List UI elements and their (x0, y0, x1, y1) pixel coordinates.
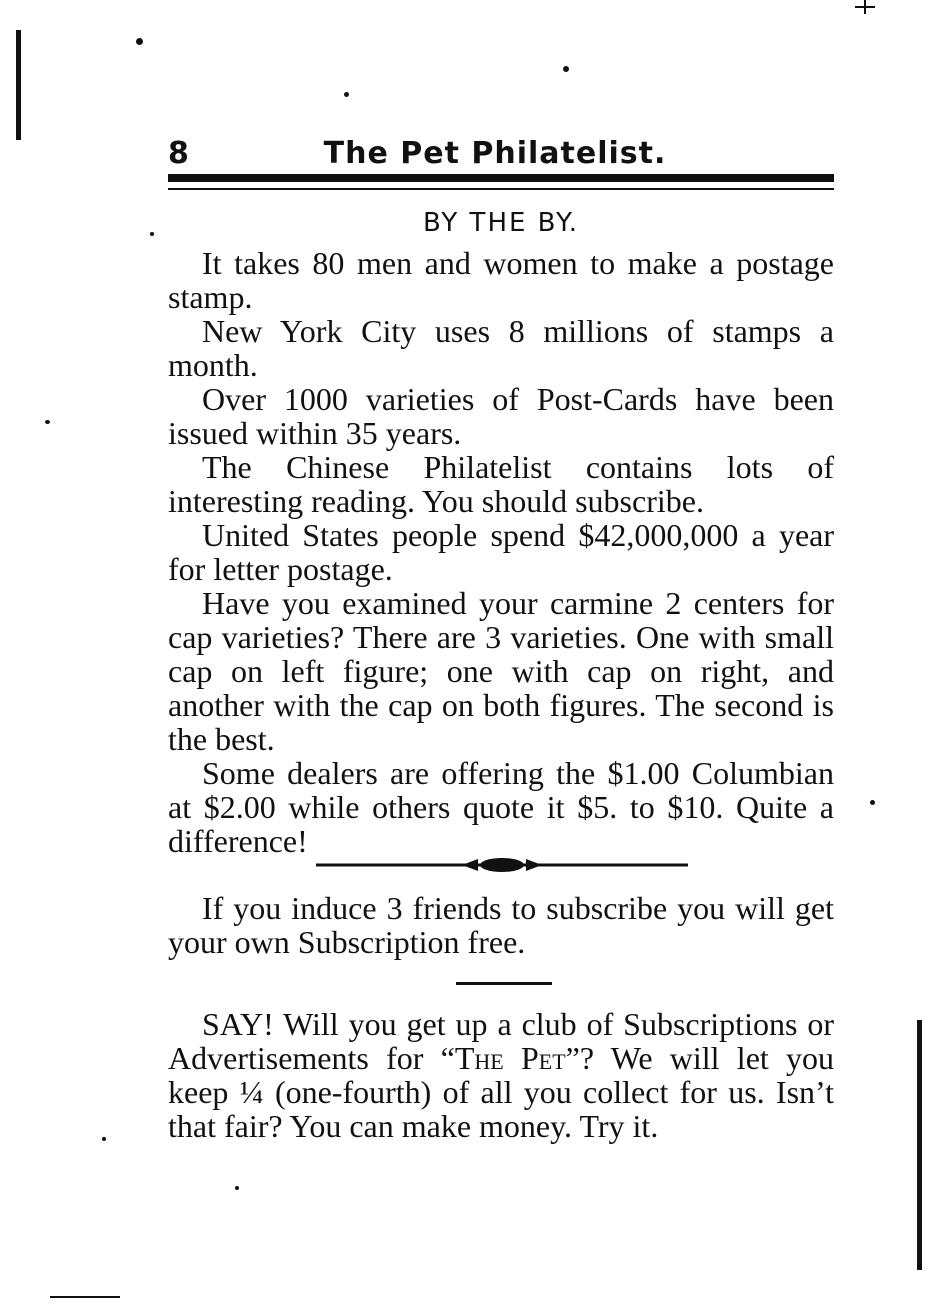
paragraph: Some dealers are offering the $1.00 Columbian at $2.00 while others quote it $5. to $10. Quite a difference! (168, 755, 834, 859)
running-head (150, 132, 840, 176)
paragraph: The Chinese Philatelist contains lots of interesting reading. You should subscribe. (168, 449, 834, 519)
scan-speck (235, 1186, 239, 1190)
scan-speck (136, 38, 143, 45)
paragraph: It takes 80 men and women to make a postage stamp. (168, 245, 834, 315)
scan-speck (870, 800, 875, 805)
page-number: 8 (168, 136, 189, 171)
subscribe-note (168, 891, 834, 959)
scan-edge-mark (16, 30, 21, 140)
paragraph: Over 1000 varieties of Post-Cards have been issued within 35 years. (168, 381, 834, 451)
paragraph (168, 1007, 834, 1143)
paragraph: New York City uses 8 millions of stamps a month. (168, 313, 834, 383)
short-divider (456, 982, 552, 985)
paragraph: If you induce 3 friends to subscribe you will get your own Subscription free. (168, 890, 834, 960)
club-offer-text: ”? We will let you keep ¼ (one-fourth) of all you collect for us. Isn’t that fair? You can make money. Try it. (168, 1040, 835, 1144)
scan-speck (150, 232, 154, 236)
section-heading: BY THE BY. (423, 208, 579, 238)
scan-speck (344, 92, 349, 97)
scan-edge-mark (917, 1020, 922, 1270)
scan-mark (50, 1296, 120, 1298)
journal-title: The Pet Philatelist. (323, 136, 667, 171)
section-divider-ornament (316, 853, 688, 877)
scan-mark (864, 0, 866, 14)
paragraph: United States people spend $42,000,000 a year for letter postage. (168, 517, 834, 587)
publication-name: The Pet (454, 1040, 566, 1076)
scan-speck (45, 420, 50, 424)
club-offer (168, 1007, 834, 1143)
scan-speck (102, 1137, 106, 1141)
paragraph: Have you examined your carmine 2 centers for cap varieties? There are 3 varieties. One with small cap on left figure; one with cap on right, and another with the cap on both figures. The second is the best. (168, 585, 834, 757)
article-body (168, 246, 834, 858)
header-rule-thick (168, 174, 834, 182)
scan-speck (563, 66, 569, 72)
header-rule-thin (168, 188, 834, 190)
club-offer-text: SAY! Will you get up a club of Subscriptions or Advertisements for “ (168, 1006, 834, 1076)
